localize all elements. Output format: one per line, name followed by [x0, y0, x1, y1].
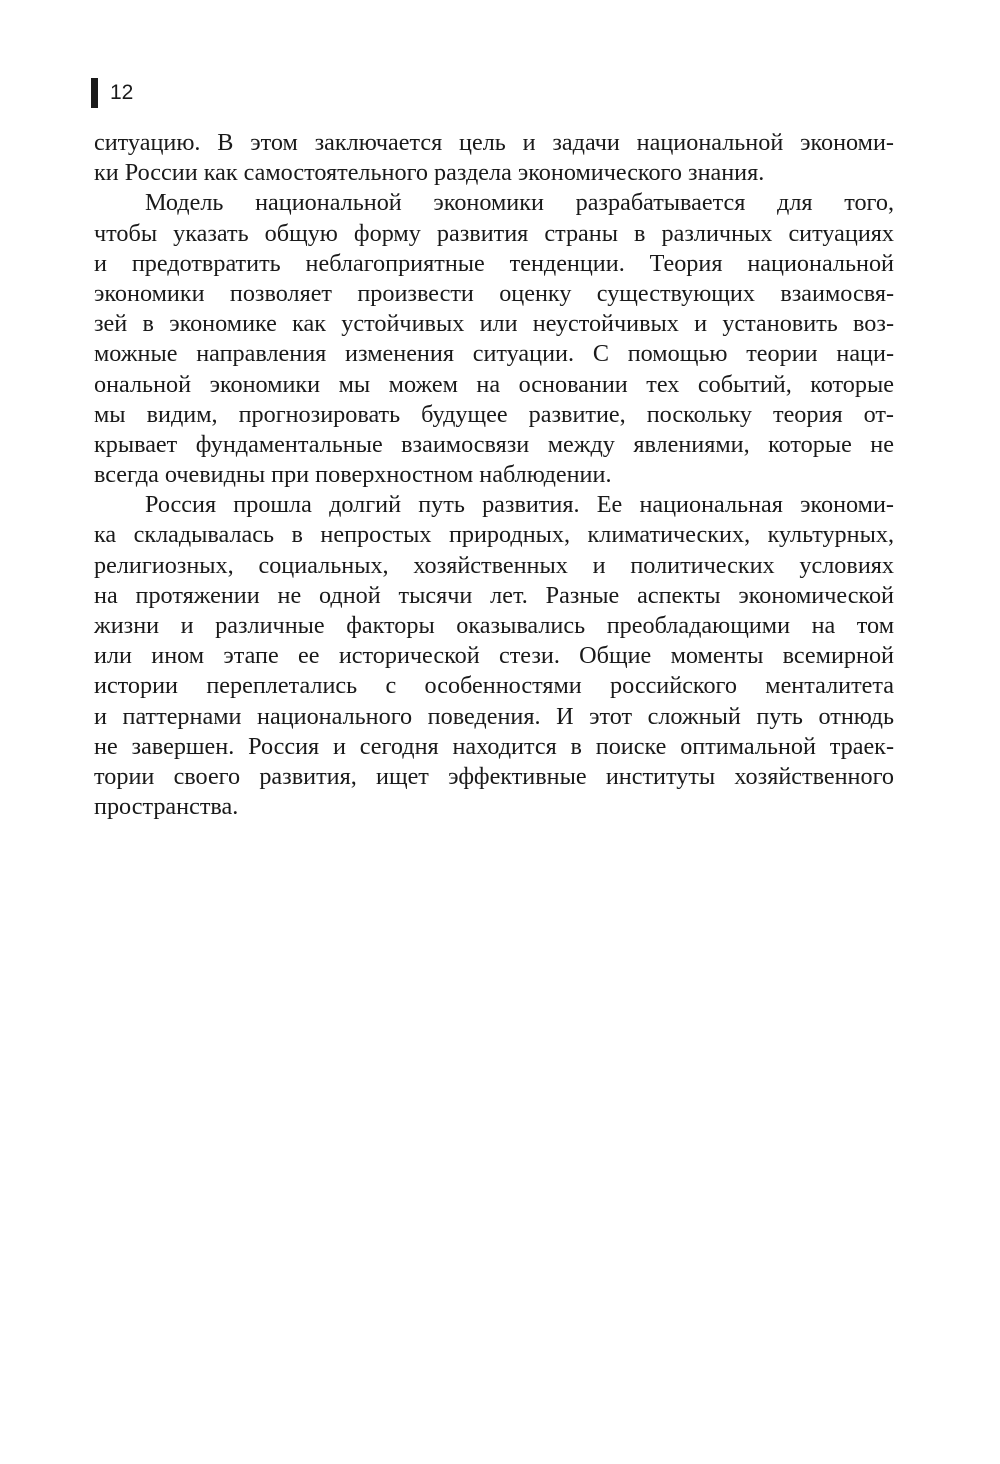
- text-line: пространства.: [94, 793, 239, 821]
- text-line: ональной экономики мы можем на основании тех событий, которые: [94, 370, 894, 398]
- text-line: не завершен. Россия и сегодня находится в поиске оптимальной траек-: [94, 732, 894, 760]
- text-line: и паттернами национального поведения. И этот сложный путь отнюдь: [94, 702, 894, 730]
- text-line: ки России как самостоятельного раздела экономического знания.: [94, 159, 765, 187]
- text-line: зей в экономике как устойчивых или неустойчивых и установить воз-: [94, 310, 894, 338]
- text-line: всегда очевидны при поверхностном наблюдении.: [94, 461, 612, 489]
- text-line: или ином этапе ее исторической стези. Общие моменты всемирной: [94, 642, 894, 670]
- text-line: религиозных, социальных, хозяйственных и политических условиях: [94, 551, 894, 579]
- text-line: и предотвратить неблагоприятные тенденции. Теория национальной: [94, 249, 894, 277]
- page-header: [91, 78, 133, 108]
- text-line: крывает фундаментальные взаимосвязи между явлениями, которые не: [94, 430, 894, 458]
- text-line: можные направления изменения ситуации. С помощью теории наци-: [94, 340, 894, 368]
- paragraph: [94, 128, 894, 188]
- text-line: ка складывалась в непростых природных, климатических, культурных,: [94, 521, 894, 549]
- text-line: экономики позволяет произвести оценку существующих взаимосвя-: [94, 279, 894, 307]
- page-number: 12: [110, 81, 134, 104]
- text-line: истории переплетались с особенностями российского менталитета: [94, 672, 894, 700]
- text-line: Россия прошла долгий путь развития. Ее национальная экономи-: [145, 491, 894, 519]
- text-line: на протяжении не одной тысячи лет. Разные аспекты экономической: [94, 581, 894, 609]
- text-line: ситуацию. В этом заключается цель и задачи национальной экономи-: [94, 129, 894, 156]
- header-marker-bar: [91, 78, 98, 108]
- text-line: жизни и различные факторы оказывались преобладающими на том: [94, 612, 894, 639]
- paragraph: [94, 490, 894, 822]
- text-body: [94, 128, 894, 822]
- text-line: мы видим, прогнозировать будущее развитие, поскольку теория от-: [94, 400, 894, 428]
- paragraph: [94, 188, 894, 490]
- text-line: Модель национальной экономики разрабатывается для того,: [145, 189, 894, 217]
- text-line: чтобы указать общую форму развития страны в различных ситуациях: [94, 219, 894, 247]
- text-line: тории своего развития, ищет эффективные институты хозяйственного: [94, 762, 894, 790]
